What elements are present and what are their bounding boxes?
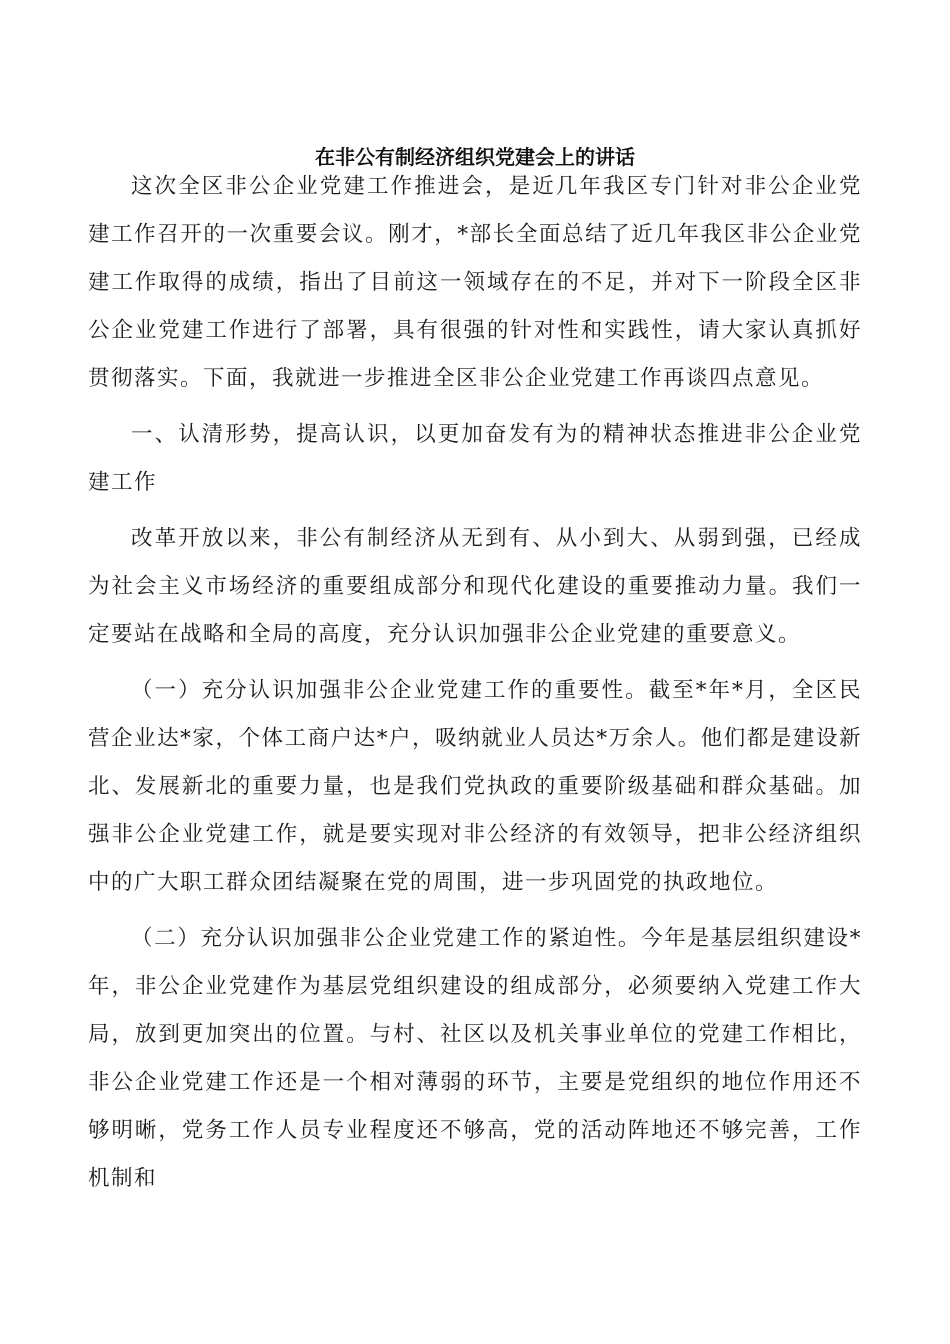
paragraph-urgency: （二）充分认识加强非公企业党建工作的紧迫性。今年是基层组织建设*年，非公企业党建作为基层党组织建设的组成部分，必须要纳入党建工作大局，放到更加突出的位置。与村、社区以及机关事业单位的党建工作相比，非公企业党建工作还是一个相对薄弱的环节，主要是党组织的地位作用还不够明晰，党务工作人员专业程度还不够高，党的活动阵地还不够完善，工作机制和 [88,926,862,1191]
section-heading-1: 一、认清形势，提高认识，以更加奋发有为的精神状态推进非公企业党建工作 [88,422,862,495]
document-title: 在非公有制经济组织党建会上的讲话 [315,145,635,169]
paragraph-reform: 改革开放以来，非公有制经济从无到有、从小到大、从弱到强，已经成为社会主义市场经济的重要组成部分和现代化建设的重要推动力量。我们一定要站在战略和全局的高度，充分认识加强非公企业党建的重要意义。 [88,526,862,647]
paragraph-importance: （一）充分认识加强非公企业党建工作的重要性。截至*年*月，全区民营企业达*家，个体工商户达*户，吸纳就业人员达*万余人。他们都是建设新北、发展新北的重要力量，也是我们党执政的重要阶级基础和群众基础。加强非公企业党建工作，就是要实现对非公经济的有效领导，把非公经济组织中的广大职工群众团结凝聚在党的周围，进一步巩固党的执政地位。 [88,678,862,895]
document-body [88,163,862,1211]
paragraph-opening: 这次全区非公企业党建工作推进会，是近几年我区专门针对非公企业党建工作召开的一次重要会议。刚才，*部长全面总结了近几年我区非公企业党建工作取得的成绩，指出了目前这一领域存在的不足，并对下一阶段全区非公企业党建工作进行了部署，具有很强的针对性和实践性，请大家认真抓好贯彻落实。下面，我就进一步推进全区非公企业党建工作再谈四点意见。 [88,174,862,391]
